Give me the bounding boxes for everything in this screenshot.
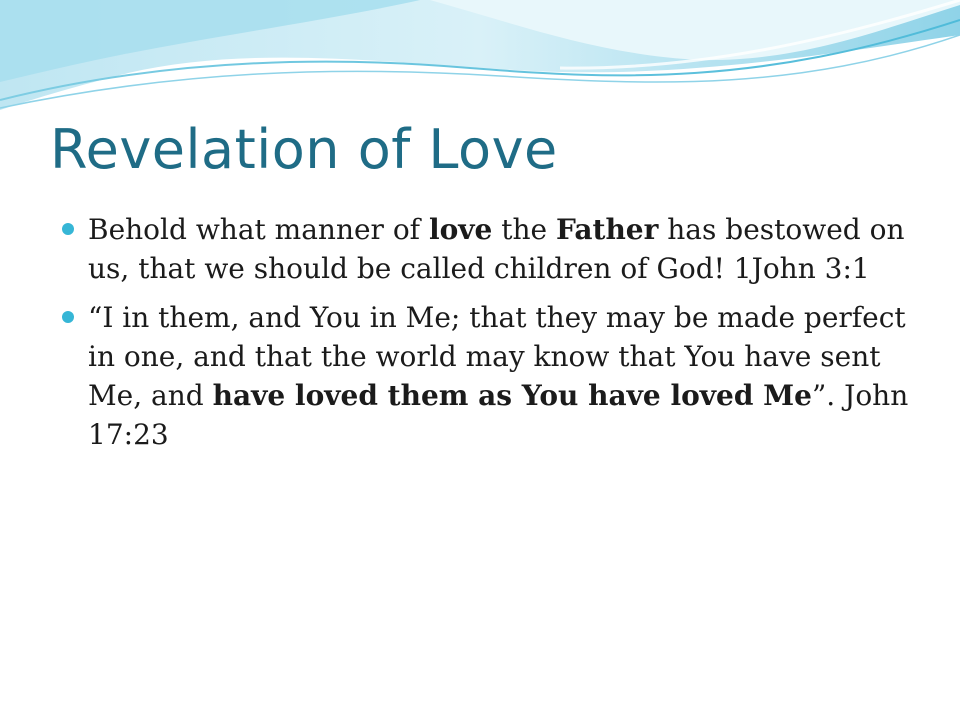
bullet-item-2 (62, 298, 912, 454)
bullet-dot-icon (62, 311, 74, 323)
bullet-item-1 (62, 210, 912, 288)
bullet-list (62, 210, 912, 464)
bullet-text-segment: the (492, 213, 557, 246)
slide-title: Revelation of Love (50, 118, 558, 181)
bullet-dot-icon (62, 223, 74, 235)
bullet-text-segment: “I in them, and You in Me; that they may be made perfect in one, and that the world may know that You have sent Me, and (88, 301, 906, 412)
bullet-text-bold-segment: love (428, 213, 493, 246)
bullet-text-segment: Behold what manner of (88, 213, 429, 246)
bullet-text-segment: has bestowed on us, that we should be called children of God! 1John 3:1 (88, 213, 905, 285)
bullet-text-bold-segment: Father (556, 213, 659, 246)
bullet-text-segment: ”. John 17:23 (88, 379, 909, 451)
bullet-text-bold-segment: have loved them as You have loved Me (212, 379, 812, 412)
